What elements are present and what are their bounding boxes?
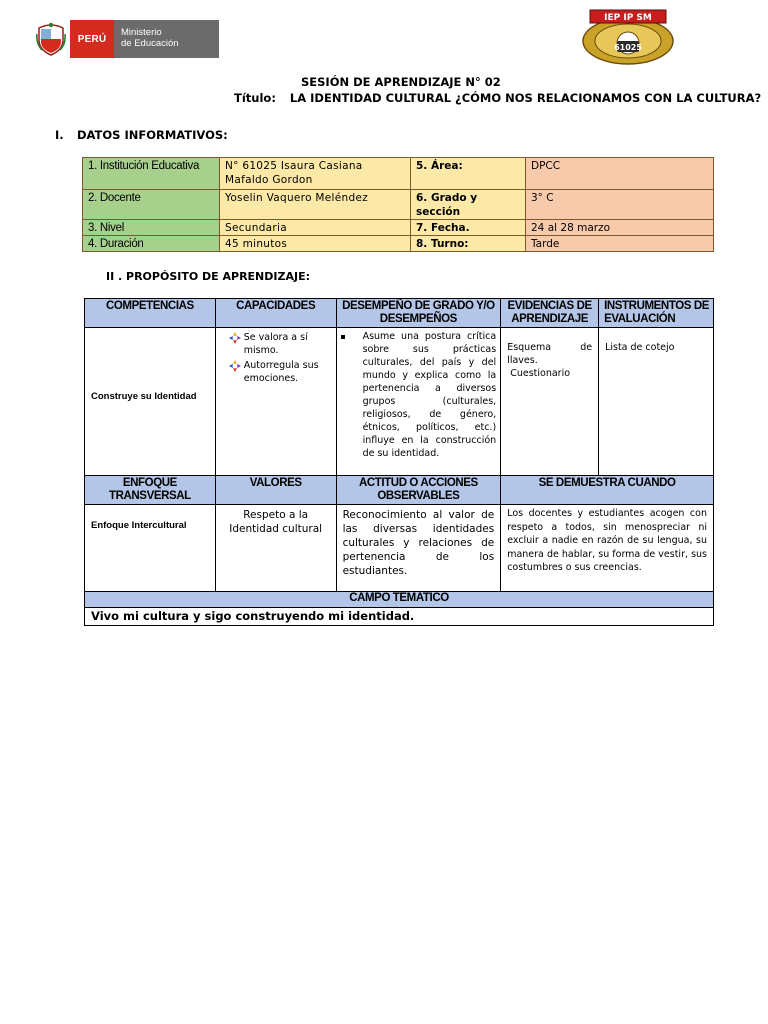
instrumentos-cell: Lista de cotejo [599,328,714,476]
desempeno-text: Asume una postura crítica sobre sus prácticas culturales, del país y del mundo y explica como la pertenencia a diversos grupos (culturales, religiosos, de género, étnicos, políticos, etc.) influye en la construcción de su identidad. [362,331,497,459]
info-label: 8. Turno: [411,236,526,252]
info-label: 5. Área: [411,158,526,190]
title-label: Título: [234,91,276,105]
ministry-line2: de Educación [121,38,179,49]
info-label: 6. Grado y sección [411,190,526,220]
capacidad-text: Se valora a sí mismo. [243,332,308,356]
info-value: Yoselin Vaquero Meléndez [220,190,411,220]
school-crest-logo [581,8,675,66]
session-title: SESIÓN DE APRENDIZAJE N° 02 [301,75,501,89]
info-value: 3° C [526,190,714,220]
info-label: 4. Duración [83,236,220,252]
minedu-logo [32,20,219,58]
table-row [85,505,714,592]
header-valores: VALORES [215,476,336,505]
info-table [82,157,714,252]
school-logo-top-text: IEP IP SM [604,13,652,23]
capacidad-text: Autorregula sus emociones. [243,360,319,384]
info-row [83,220,714,236]
header-campo-tematico: CAMPO TEMATICO [85,592,714,608]
ministry-line1: Ministerio [121,27,162,38]
info-row [83,190,714,220]
header-instrumentos: INSTRUMENTOS DE EVALUACIÓN [599,299,714,328]
evidencia-2: Cuestionario [510,368,571,379]
table-header-row [85,299,714,328]
competencia-cell: Construye su Identidad [85,328,216,476]
valores-cell: Respeto a la Identidad cultural [215,505,336,592]
header-demuestra: SE DEMUESTRA CUANDO [501,476,714,505]
info-value: DPCC [526,158,714,190]
evidencia-1: Esquema de llaves. [507,342,593,366]
ministry-name [114,20,219,58]
info-row [83,158,714,190]
square-bullet-icon [341,330,363,339]
arrow-bullet-icon [226,359,244,372]
info-value: Tarde [526,236,714,252]
session-subtitle [234,91,761,105]
title-text: LA IDENTIDAD CULTURAL ¿CÓMO NOS RELACIONAMOS CON LA CULTURA? [289,91,762,105]
enfoque-cell: Enfoque Intercultural [85,505,216,592]
info-value: N° 61025 Isaura Casiana Mafaldo Gordon [220,158,411,190]
actitud-cell: Reconocimiento al valor de las diversas identidades culturales y relaciones de pertenencia de los estudiantes. [336,505,501,592]
table-header-row [85,592,714,608]
peru-shield-icon [32,20,70,58]
table-row [85,328,714,476]
info-label: 3. Nivel [83,220,220,236]
info-label: 2. Docente [83,190,220,220]
list-item [226,359,332,385]
table-header-row [85,476,714,505]
list-item [341,330,497,460]
info-row [83,236,714,252]
section-1-label: DATOS INFORMATIVOS: [77,128,228,142]
peru-label: PERÚ [70,20,114,58]
arrow-bullet-icon [226,331,244,344]
learning-purpose-table [84,298,714,626]
school-logo-number: 61025 [614,43,642,52]
capacidades-cell [215,328,336,476]
header-evidencias: EVIDENCIAS DE APRENDIZAJE [501,299,599,328]
section-1-number: I. [55,128,64,142]
header-enfoque: ENFOQUE TRANSVERSAL [85,476,216,505]
campo-tematico-text: Vivo mi cultura y sigo construyendo mi identidad. [85,608,714,626]
header-competencias: COMPETENCIAS [85,299,216,328]
info-value: Secundaria [220,220,411,236]
info-value: 24 al 28 marzo [526,220,714,236]
evidencias-cell [501,328,599,476]
info-label: 7. Fecha. [411,220,526,236]
info-value: 45 minutos [220,236,411,252]
list-item [226,331,332,357]
table-row [85,608,714,626]
header-actitud: ACTITUD O ACCIONES OBSERVABLES [336,476,501,505]
header-desempeno: DESEMPEÑO DE GRADO Y/O DESEMPEÑOS [336,299,501,328]
info-label: 1. Institución Educativa [83,158,220,190]
header-capacidades: CAPACIDADES [215,299,336,328]
section-2-heading: II . PROPÓSITO DE APRENDIZAJE: [106,270,310,283]
demuestra-cell: Los docentes y estudiantes acogen con respeto a todos, sin menospreciar ni excluir a nadie en razón de su lengua, su manera de hablar, su forma de vestir, sus costumbres o sus creencias. [501,505,714,592]
section-1-heading [55,128,228,142]
desempeno-cell [336,328,501,476]
